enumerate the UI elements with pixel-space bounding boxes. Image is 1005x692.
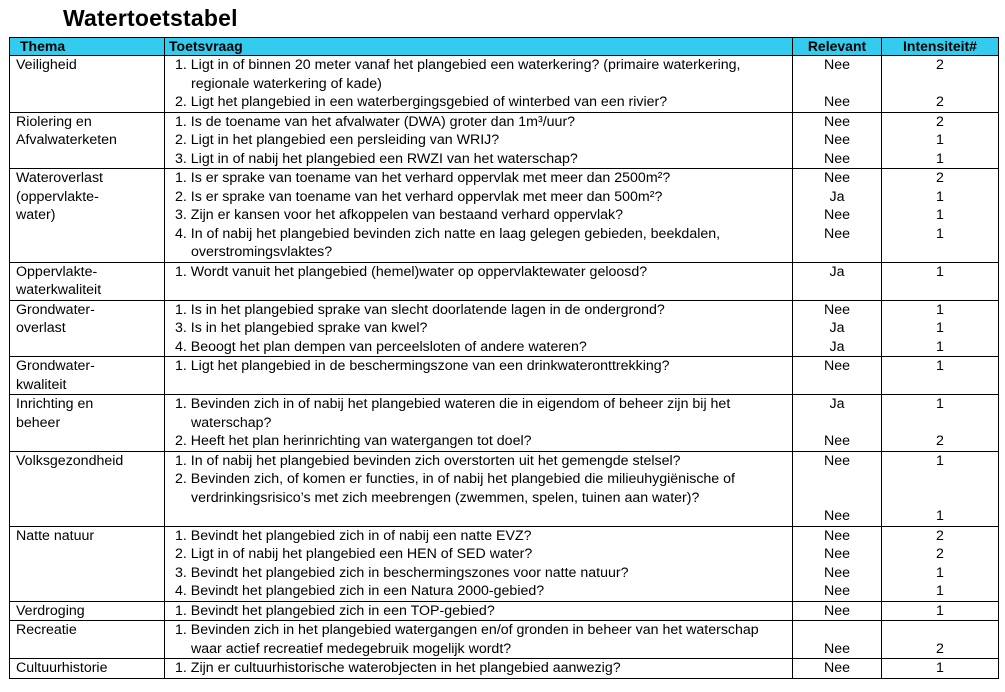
- question-item: 1. Bevindt het plangebied zich in of nabij een natte EVZ?: [175, 527, 532, 544]
- cell-relevant: [793, 621, 882, 659]
- intensiteit-value: 2: [936, 113, 944, 130]
- question-item: 1. Is in het plangebied sprake van slecht doorlatende lagen in de ondergrond?: [175, 301, 665, 318]
- cell-thema: [10, 395, 165, 452]
- header-thema: Thema: [10, 38, 165, 56]
- cell-intensiteit: [882, 56, 999, 113]
- question-item: 1. Bevinden zich in of nabij het plangebied wateren die in eigendom of beheer zijn bij het waterschap?: [175, 396, 731, 431]
- relevant-value: Nee: [823, 150, 851, 167]
- thema-line: Volksgezondheid: [16, 452, 124, 469]
- cell-intensiteit: [882, 659, 999, 679]
- watertoets-table: [9, 37, 999, 679]
- relevant-value: Nee: [823, 207, 851, 223]
- cell-intensiteit: [882, 300, 999, 357]
- cell-toetsvraag: [165, 621, 793, 659]
- cell-toetsvraag: [165, 357, 793, 395]
- cell-toetsvraag: [165, 112, 793, 169]
- question-item: 1. Is de toename van het afvalwater (DWA) groter dan 1m³/uur?: [175, 113, 576, 130]
- thema-line: Natte natuur: [16, 527, 95, 544]
- cell-relevant: [793, 395, 882, 452]
- thema-line: Riolering en: [16, 113, 92, 130]
- cell-thema: [10, 56, 165, 113]
- cell-toetsvraag: [165, 526, 793, 601]
- relevant-value: Nee: [823, 433, 851, 449]
- cell-thema: [10, 659, 165, 679]
- cell-toetsvraag: [165, 451, 793, 526]
- table-row: [10, 262, 999, 300]
- intensiteit-value: 2: [936, 57, 944, 73]
- intensiteit-value: 1: [936, 207, 944, 223]
- cell-toetsvraag: [165, 262, 793, 300]
- relevant-value: Ja: [829, 338, 845, 355]
- thema-line: Verdroging: [16, 602, 85, 619]
- question-item: 2. Heeft het plan herinrichting van watergangen tot doel?: [175, 433, 532, 449]
- table-row: [10, 621, 999, 659]
- intensiteit-value: 2: [936, 170, 944, 186]
- intensiteit-value: 1: [936, 583, 944, 599]
- question-item: 2. Ligt in het plangebied een persleiding van WRIJ?: [175, 132, 500, 148]
- question-item: 1. Bevinden zich in het plangebied watergangen en/of gronden in beheer van het waterschap waar actief recreatief medegebruik mogelijk wordt?: [175, 622, 759, 657]
- cell-relevant: [793, 56, 882, 113]
- table-row: [10, 112, 999, 169]
- table-row: [10, 526, 999, 601]
- table-header-row: [10, 38, 999, 56]
- cell-intensiteit: [882, 169, 999, 263]
- cell-relevant: [793, 451, 882, 526]
- question-item: 1. In of nabij het plangebied bevinden zich overstorten uit het gemengde stelsel?: [175, 452, 681, 469]
- page-title: Watertoetstabel: [63, 5, 238, 31]
- intensiteit-value: 1: [936, 358, 944, 374]
- header-relevant: Relevant: [793, 38, 882, 56]
- intensiteit-value: 1: [936, 564, 944, 581]
- relevant-value: Ja: [829, 263, 845, 280]
- thema-line: Grondwater-: [16, 301, 95, 318]
- relevant-value: Nee: [823, 564, 851, 581]
- intensiteit-value: 1: [936, 320, 944, 336]
- thema-line: waterkwaliteit: [16, 282, 102, 298]
- table-row: [10, 659, 999, 679]
- question-item: 2. Ligt in of nabij het plangebied een HEN of SED water?: [175, 546, 533, 562]
- cell-toetsvraag: [165, 169, 793, 263]
- cell-thema: [10, 300, 165, 357]
- cell-thema: [10, 451, 165, 526]
- cell-toetsvraag: [165, 300, 793, 357]
- cell-intensiteit: [882, 621, 999, 659]
- relevant-value: Nee: [823, 452, 851, 469]
- thema-line: overlast: [16, 320, 66, 336]
- relevant-value: Nee: [823, 57, 851, 73]
- question-item: 1. Zijn er cultuurhistorische waterobjecten in het plangebied aanwezig?: [175, 660, 621, 676]
- thema-line: Wateroverlast: [16, 170, 103, 186]
- question-item: 4. Bevindt het plangebied zich in een Natura 2000-gebied?: [175, 583, 545, 599]
- relevant-value: Ja: [829, 188, 845, 205]
- relevant-value: Nee: [823, 94, 851, 110]
- cell-relevant: [793, 300, 882, 357]
- cell-intensiteit: [882, 526, 999, 601]
- question-item: 4. In of nabij het plangebied bevinden zich natte en laag gelegen gebieden, beekdalen, overstromingsvlaktes?: [175, 225, 721, 260]
- thema-line: water): [16, 207, 56, 223]
- intensiteit-value: 2: [936, 640, 944, 657]
- question-item: 3. Zijn er kansen voor het afkoppelen van bestaand verhard oppervlak?: [175, 207, 623, 223]
- intensiteit-value: 1: [936, 338, 944, 355]
- cell-thema: [10, 262, 165, 300]
- relevant-value: Nee: [823, 113, 851, 130]
- relevant-value: Nee: [823, 170, 851, 186]
- cell-intensiteit: [882, 395, 999, 452]
- question-item: 2. Is er sprake van toename van het verhard oppervlak met meer dan 500m²?: [175, 188, 663, 205]
- question-item: 1. Wordt vanuit het plangebied (hemel)water op oppervlaktewater geloosd?: [175, 263, 648, 280]
- table-body: [10, 56, 999, 679]
- thema-line: Veiligheid: [16, 57, 77, 73]
- cell-intensiteit: [882, 601, 999, 621]
- question-item: 2. Ligt het plangebied in een waterbergingsgebied of winterbed van een rivier?: [175, 94, 668, 110]
- cell-relevant: [793, 169, 882, 263]
- thema-line: Grondwater-: [16, 358, 95, 374]
- thema-line: Cultuurhistorie: [16, 660, 108, 676]
- intensiteit-value: 2: [936, 527, 944, 544]
- relevant-value: Nee: [823, 527, 851, 544]
- thema-line: Recreatie: [16, 622, 77, 638]
- relevant-value: Nee: [823, 640, 851, 657]
- intensiteit-value: 1: [936, 602, 944, 619]
- question-item: 1. Bevindt het plangebied zich in een TOP-gebied?: [175, 602, 495, 619]
- relevant-value: Nee: [823, 583, 851, 599]
- table-row: [10, 169, 999, 263]
- table-row: [10, 395, 999, 452]
- cell-thema: [10, 526, 165, 601]
- relevant-value: Nee: [823, 132, 851, 148]
- relevant-value: Nee: [823, 602, 851, 619]
- question-item: 2. Bevinden zich, of komen er functies, in of nabij het plangebied die milieuhygiënische of verdrinkingsrisico’s met zich meebrengen (zwemmen, spelen, tuinen aan water)?: [175, 471, 735, 506]
- cell-relevant: [793, 357, 882, 395]
- intensiteit-value: 1: [936, 132, 944, 148]
- cell-thema: [10, 357, 165, 395]
- relevant-value: Nee: [823, 301, 851, 318]
- cell-intensiteit: [882, 262, 999, 300]
- cell-intensiteit: [882, 357, 999, 395]
- question-item: 1. Is er sprake van toename van het verhard oppervlak met meer dan 2500m²?: [175, 170, 671, 186]
- thema-line: beheer: [16, 414, 61, 431]
- intensiteit-value: 1: [936, 301, 944, 318]
- cell-thema: [10, 601, 165, 621]
- relevant-value: Ja: [829, 320, 845, 336]
- table-row: [10, 357, 999, 395]
- cell-relevant: [793, 601, 882, 621]
- intensiteit-value: 2: [936, 433, 944, 449]
- question-item: 4. Beoogt het plan dempen van perceelsloten of andere wateren?: [175, 338, 587, 355]
- intensiteit-value: 1: [936, 452, 944, 469]
- cell-relevant: [793, 659, 882, 679]
- intensiteit-value: 1: [936, 225, 944, 242]
- question-item: 1. Ligt in of binnen 20 meter vanaf het plangebied een waterkering? (primaire waterkering, regionale waterkering of kade): [175, 57, 741, 92]
- question-item: 3. Ligt in of nabij het plangebied een RWZI van het waterschap?: [175, 150, 578, 167]
- relevant-value: Nee: [823, 546, 851, 562]
- cell-thema: [10, 169, 165, 263]
- thema-line: Oppervlakte-: [16, 263, 98, 280]
- relevant-value: Nee: [823, 508, 851, 524]
- cell-relevant: [793, 526, 882, 601]
- header-toetsvraag: Toetsvraag: [165, 38, 793, 56]
- cell-thema: [10, 621, 165, 659]
- question-item: 3. Bevindt het plangebied zich in beschermingszones voor natte natuur?: [175, 564, 629, 581]
- relevant-value: Ja: [829, 396, 845, 412]
- intensiteit-value: 2: [936, 546, 944, 562]
- question-item: 1. Ligt het plangebied in de beschermingszone van een drinkwateronttrekking?: [175, 358, 670, 374]
- thema-line: Inrichting en: [16, 396, 94, 412]
- intensiteit-value: 1: [936, 150, 944, 167]
- intensiteit-value: 1: [936, 508, 944, 524]
- intensiteit-value: 1: [936, 263, 944, 280]
- table-row: [10, 451, 999, 526]
- thema-line: Afvalwaterketen: [16, 132, 117, 148]
- header-intensiteit: Intensiteit#: [882, 38, 999, 56]
- table-row: [10, 56, 999, 113]
- relevant-value: Nee: [823, 358, 851, 374]
- intensiteit-value: 1: [936, 660, 944, 676]
- table-row: [10, 601, 999, 621]
- thema-line: (oppervlakte-: [16, 188, 99, 205]
- cell-toetsvraag: [165, 56, 793, 113]
- cell-toetsvraag: [165, 395, 793, 452]
- table-row: [10, 300, 999, 357]
- cell-toetsvraag: [165, 659, 793, 679]
- cell-toetsvraag: [165, 601, 793, 621]
- cell-intensiteit: [882, 112, 999, 169]
- intensiteit-value: 1: [936, 396, 944, 412]
- relevant-value: Nee: [823, 660, 851, 676]
- cell-relevant: [793, 262, 882, 300]
- intensiteit-value: 1: [936, 188, 944, 205]
- thema-line: kwaliteit: [16, 376, 67, 393]
- cell-intensiteit: [882, 451, 999, 526]
- relevant-value: Nee: [823, 225, 851, 242]
- question-item: 3. Is in het plangebied sprake van kwel?: [175, 320, 428, 336]
- cell-thema: [10, 112, 165, 169]
- intensiteit-value: 2: [936, 94, 944, 110]
- cell-relevant: [793, 112, 882, 169]
